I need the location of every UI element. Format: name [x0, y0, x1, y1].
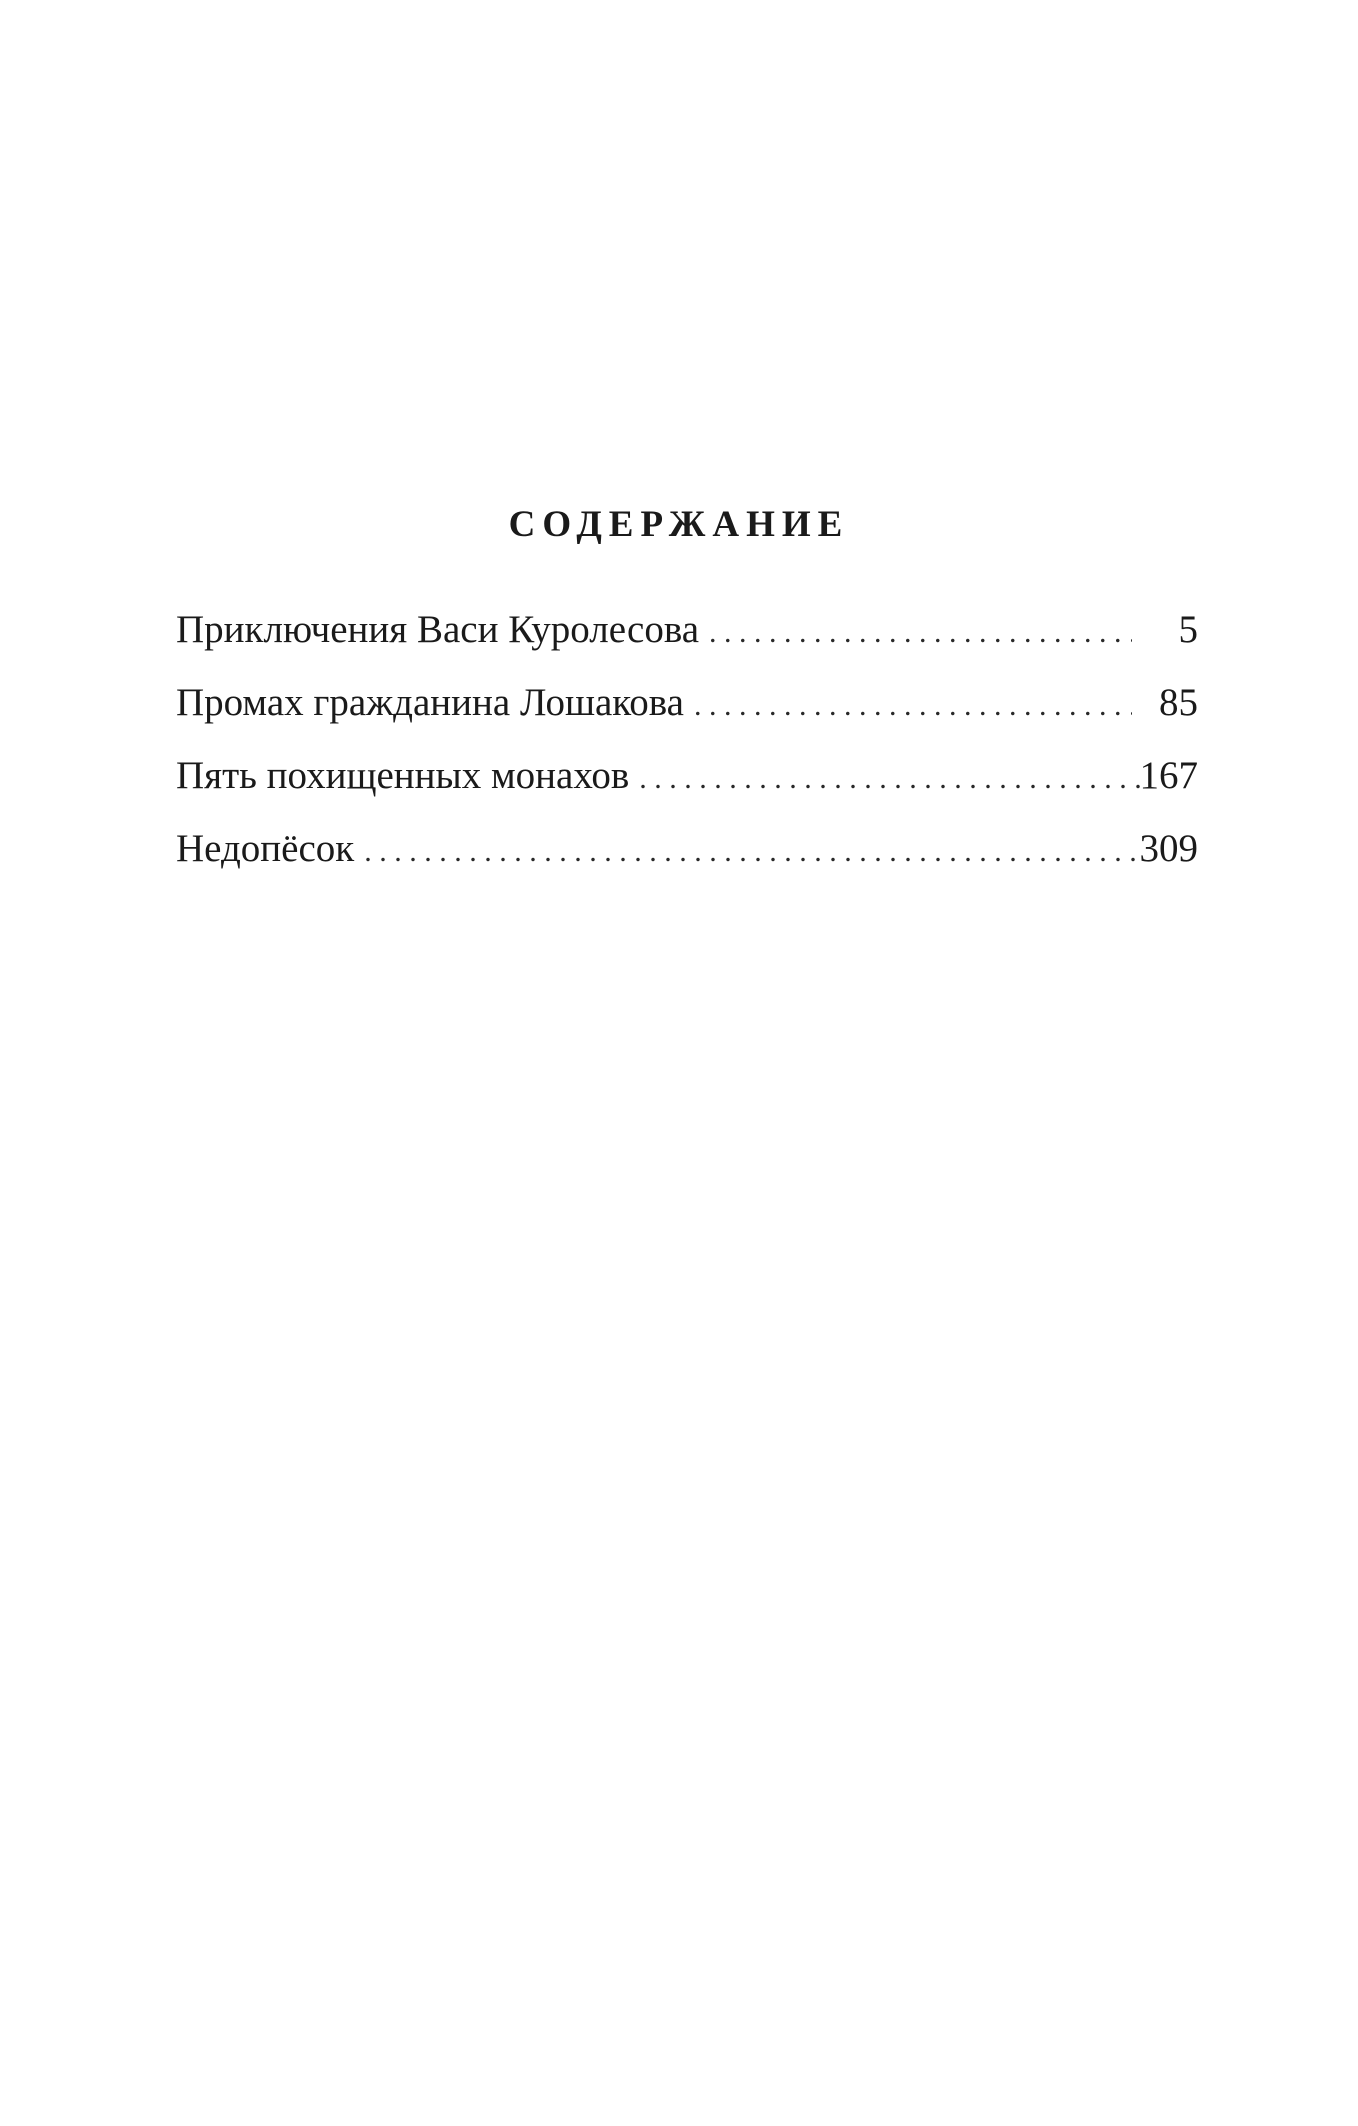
toc-entry-title: Приключения Васи Куролесова	[176, 608, 700, 651]
toc-page-number: 85	[1159, 681, 1198, 724]
toc-page-number: 5	[1178, 608, 1198, 651]
toc-entry-title: Промах гражданина Лошакова	[176, 681, 684, 724]
toc-list	[176, 610, 1198, 902]
toc-page-number: 167	[1139, 754, 1198, 797]
toc-heading: СОДЕРЖАНИЕ	[508, 504, 850, 545]
toc-entry	[176, 683, 1198, 756]
toc-page-number: 309	[1139, 827, 1198, 870]
toc-entry	[176, 756, 1198, 829]
dot-leader	[694, 691, 1132, 721]
toc-entry-title: Пять похищенных монахов	[176, 754, 630, 797]
dot-leader	[639, 764, 1139, 794]
dot-leader	[364, 837, 1139, 867]
toc-entry-title: Недопёсок	[176, 827, 355, 870]
toc-entry	[176, 829, 1198, 902]
toc-entry	[176, 610, 1198, 683]
dot-leader	[709, 618, 1132, 648]
